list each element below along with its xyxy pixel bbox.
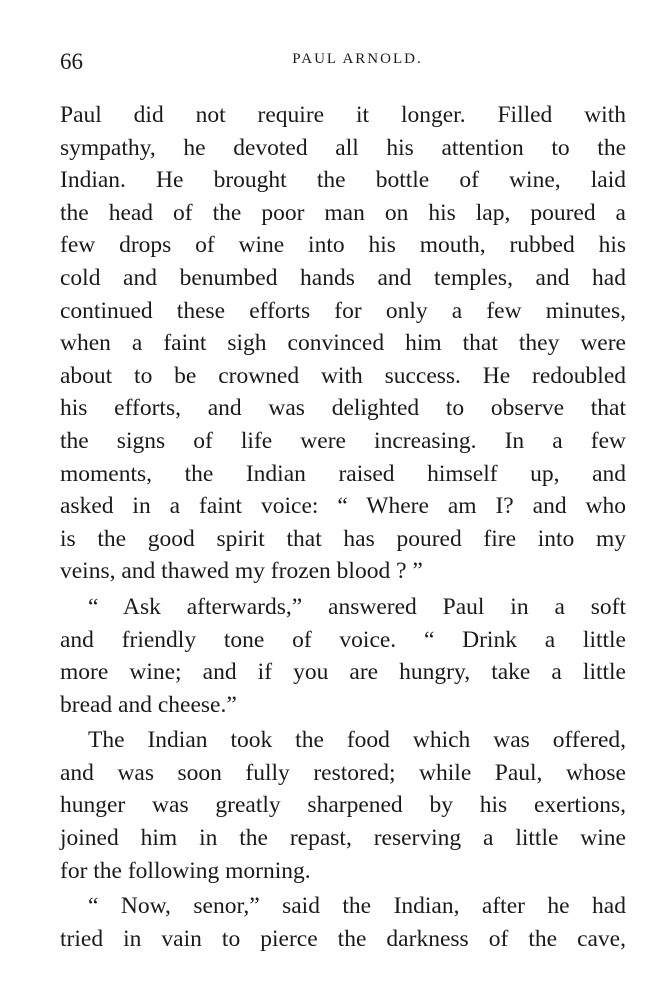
text-line: continued these efforts for only a few minutes, [60, 297, 626, 324]
text-line: is the good spirit that has poured fire into my [60, 525, 626, 552]
text-line: Paul did not require it longer. Filled with [60, 102, 626, 128]
text-line: the head of the poor man on his lap, poured a [60, 199, 626, 226]
text-line: when a faint sigh convinced him that they were [60, 330, 626, 357]
paragraph [60, 890, 626, 955]
text-line: the signs of life were increasing. In a few [60, 427, 626, 454]
text-line: sympathy, he devoted all his attention to the [60, 134, 626, 161]
page-header [60, 48, 625, 78]
text-line: tried in vain to pierce the darkness of the cave, [60, 925, 626, 952]
running-head: PAUL ARNOLD. [292, 51, 423, 67]
text-line: about to be crowned with success. He redoubled [60, 362, 626, 389]
paragraph [60, 99, 626, 588]
page-number: 66 [60, 49, 83, 74]
paragraph [60, 591, 626, 721]
text-line: more wine; and if you are hungry, take a little [60, 659, 626, 686]
text-line: Indian. He brought the bottle of wine, laid [60, 167, 626, 194]
text-line: hunger was greatly sharpened by his exertions, [60, 792, 626, 819]
text-line: “ Now, senor,” said the Indian, after he had [88, 893, 626, 920]
body-text [60, 99, 626, 955]
text-line: “ Ask afterwards,” answered Paul in a soft [88, 593, 626, 620]
text-line: veins, and thawed my frozen blood ? ” [60, 558, 423, 585]
text-line: cold and benumbed hands and temples, and had [60, 264, 626, 291]
text-line: and friendly tone of voice. “ Drink a little [60, 626, 626, 653]
text-line: The Indian took the food which was offered, [88, 727, 626, 754]
text-line: few drops of wine into his mouth, rubbed his [60, 232, 626, 259]
text-line: bread and cheese.” [60, 691, 237, 718]
text-line: and was soon fully restored; while Paul, whose [60, 759, 626, 786]
text-line: for the following morning. [60, 857, 311, 884]
paragraph [60, 724, 626, 887]
text-line: his efforts, and was delighted to observe that [60, 395, 626, 422]
text-line: asked in a faint voice: “ Where am I? and who [60, 493, 626, 520]
text-line: moments, the Indian raised himself up, and [60, 460, 626, 487]
text-line: joined him in the repast, reserving a little wine [60, 825, 626, 852]
